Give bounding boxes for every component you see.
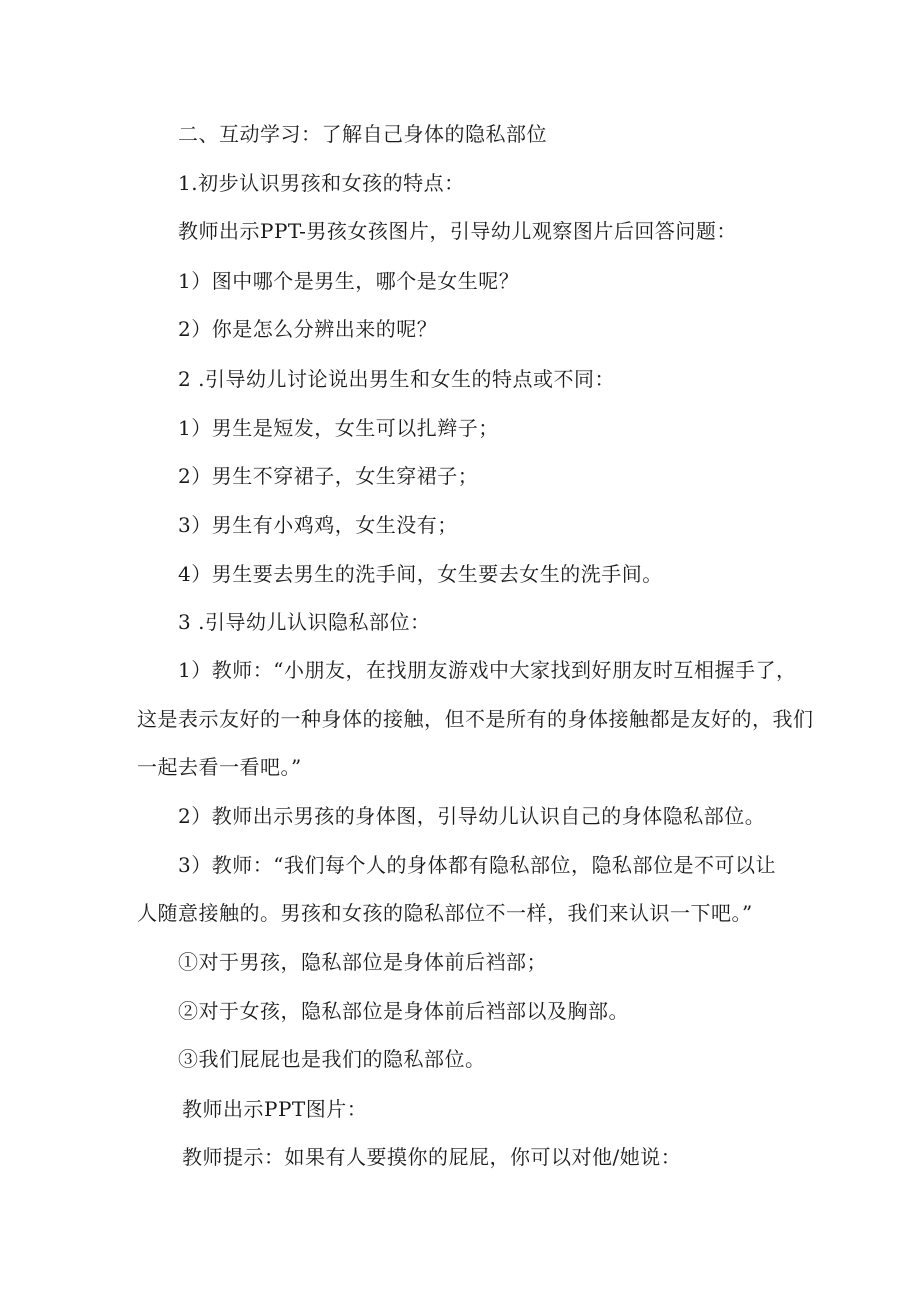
item3-heading: 3 .引导幼儿认识隐私部位： xyxy=(178,610,431,634)
item2-point: 3）男生有小鸡鸡，女生没有； xyxy=(178,513,458,537)
private-part-item: ①对于男孩，隐私部位是身体前后裆部； xyxy=(178,950,547,974)
item1-heading: 1.初步认识男孩和女孩的特点： xyxy=(178,171,465,195)
item3-step3-line: 人随意接触的。男孩和女孩的隐私部位不一样，我们来认识一下吧。” xyxy=(137,901,753,925)
private-part-item: ③我们屁屁也是我们的隐私部位。 xyxy=(178,1047,486,1071)
item3-step3-line: 3）教师：“我们每个人的身体都有隐私部位，隐私部位是不可以让 xyxy=(178,853,776,877)
item3-step1-line: 一起去看一看吧。” xyxy=(137,755,302,779)
teacher-tip: 教师提示：如果有人要摸你的屁屁，你可以对他/她说： xyxy=(182,1145,682,1169)
item3-step2: 2）教师出示男孩的身体图，引导幼儿认识自己的身体隐私部位。 xyxy=(178,804,766,828)
item1-question: 1）图中哪个是男生，哪个是女生呢？ xyxy=(178,269,520,293)
private-part-item: ②对于女孩，隐私部位是身体前后裆部以及胸部。 xyxy=(178,999,629,1023)
item1-intro: 教师出示PPT-男孩女孩图片，引导幼儿观察图片后回答问题： xyxy=(178,219,737,243)
item3-step1-line: 这是表示友好的一种身体的接触，但不是所有的身体接触都是友好的，我们 xyxy=(137,707,814,731)
section-title: 二、互动学习：了解自己身体的隐私部位 xyxy=(178,122,547,146)
item2-point: 4）男生要去男生的洗手间，女生要去女生的洗手间。 xyxy=(178,562,663,586)
item2-heading: 2 .引导幼儿讨论说出男生和女生的特点或不同： xyxy=(178,367,615,391)
ppt-note: 教师出示PPT图片： xyxy=(182,1097,368,1121)
item2-point: 1）男生是短发，女生可以扎辫子； xyxy=(178,416,499,440)
item1-question: 2）你是怎么分辨出来的呢？ xyxy=(178,317,438,341)
item3-step1-line: 1）教师：“小朋友，在找朋友游戏中大家找到好朋友时互相握手了， xyxy=(178,658,797,682)
item2-point: 2）男生不穿裙子，女生穿裙子； xyxy=(178,464,479,488)
